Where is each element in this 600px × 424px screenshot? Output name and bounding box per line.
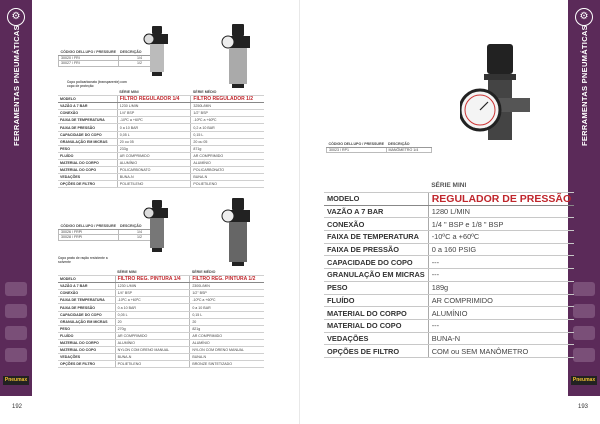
code-cell: 30028 / FRPI <box>59 235 119 241</box>
code-cell: 30023 / RP1 <box>327 147 387 153</box>
band-tab-1[interactable] <box>573 282 595 296</box>
spec-value: 3250L/MIN <box>191 103 264 110</box>
spec-value: POLIETILENO <box>117 181 191 188</box>
spec-label: FAIXA DE PRESSÃO <box>58 304 115 311</box>
serie-label: SÉRIE MINI <box>428 180 574 192</box>
spec-value: 0 a 160 PSIG <box>428 243 574 256</box>
code-cell: 30027 / FRI <box>59 61 119 67</box>
spec-label: CONEXÃO <box>58 290 115 297</box>
model-label: MODELO <box>324 192 428 205</box>
code-cell: 30026 / FRPI <box>59 229 119 235</box>
spec-label: OPÇÕES DE FILTRO <box>324 345 428 358</box>
spec-label: MATERIAL DO CORPO <box>324 307 428 320</box>
band-tab-4[interactable] <box>5 348 27 362</box>
spec-value: -10ºC a +60ºC <box>191 117 264 124</box>
description-cell: 1/2 <box>118 235 161 241</box>
spec-table <box>58 269 264 368</box>
spec-value: 0 a 10 BAR <box>117 124 191 131</box>
code-cell: 30020 / FRI <box>59 55 119 61</box>
pressure-regulator-image <box>460 40 540 150</box>
code-header: CÓDIGO DELLUPO / PRESSURE <box>60 50 117 55</box>
brand-logo: Pneumax <box>572 377 596 383</box>
spec-value: -10ºC a +60ºC <box>190 297 264 304</box>
spec-value: ALUMÍNIO <box>115 339 190 346</box>
spec-label: VEDAÇÕES <box>324 332 428 345</box>
spec-value: BUNA-N <box>115 354 190 361</box>
spec-value: 20 <box>115 318 190 325</box>
spec-value: AR COMPRIMIDO <box>191 152 264 159</box>
band-title: FERRAMENTAS PNEUMÁTICAS <box>580 25 589 146</box>
spec-label: FLUÍDO <box>58 152 117 159</box>
gear-icon: ⚙ <box>7 8 25 26</box>
spec-label: MATERIAL DO COPO <box>324 319 428 332</box>
spec-label: OPÇÕES DE FILTRO <box>58 361 115 368</box>
spec-value: 1/2" BSP <box>190 290 264 297</box>
band-tab-3[interactable] <box>573 326 595 340</box>
spec-value: --- <box>428 319 574 332</box>
serie-label: SÉRIE MÉDIO <box>190 269 264 276</box>
spec-value: 1/4 " BSP e 1/8 " BSP <box>428 218 574 231</box>
spec-label: FAIXA DE TEMPERATURA <box>324 231 428 244</box>
spec-value: POLICARBONATO <box>191 167 264 174</box>
band-tab-2[interactable] <box>5 304 27 318</box>
model-name: FILTRO REG. PINTURA 1/4 <box>115 276 190 283</box>
spec-value: 1/2" BSP <box>191 110 264 117</box>
model-name: FILTRO REGULADOR 1/4 <box>117 96 191 103</box>
spec-value: AR COMPRIMIDO <box>117 152 191 159</box>
code-header: CÓDIGO DELLUPO / PRESSURE <box>60 224 117 229</box>
spec-value: 1/4" BSP <box>115 290 190 297</box>
paint-filter-regulator-image <box>140 196 260 268</box>
spec-value: 0,05 L <box>117 131 191 138</box>
spec-label: PESO <box>58 325 115 332</box>
spec-table <box>324 180 574 358</box>
serie-label: SÉRIE MINI <box>115 269 190 276</box>
spec-label: FAIXA DE TEMPERATURA <box>58 117 117 124</box>
spec-label: FAIXA DE TEMPERATURA <box>58 297 115 304</box>
spec-label: GRANULAÇÃO EM MICRAS <box>58 138 117 145</box>
serie-label: SÉRIE MÉDIO <box>191 89 264 96</box>
spec-label: MATERIAL DO CORPO <box>58 339 115 346</box>
spec-value: ALUMÍNIO <box>190 339 264 346</box>
spec-value: NYLON COM DRENO MANUAL <box>190 347 264 354</box>
band-tab-2[interactable] <box>573 304 595 318</box>
spec-value: 821g <box>190 325 264 332</box>
spec-value: 0,15 L <box>191 131 264 138</box>
description-header: DESCRIÇÃO <box>118 224 161 229</box>
right-page <box>300 0 600 424</box>
spec-value: BUNA-N <box>191 174 264 181</box>
spec-value: 2300L/MIN <box>190 283 264 290</box>
spec-value: 1230 L/MIN <box>115 283 190 290</box>
model-label: MODELO <box>58 96 117 103</box>
description-header: DESCRIÇÃO <box>386 142 431 147</box>
spec-value: 20 ou 05 <box>191 138 264 145</box>
spec-value: BRONZE SINTETIZADO <box>190 361 264 368</box>
model-name: FILTRO REGULADOR 1/2 <box>191 96 264 103</box>
page-number: 193 <box>578 404 589 410</box>
spec-value: 189g <box>428 281 574 294</box>
spec-label: CAPACIDADE DO COPO <box>58 311 115 318</box>
spec-value: 0,15 L <box>190 311 264 318</box>
spec-value: BUNA-N <box>428 332 574 345</box>
spec-value: ALUMÍNIO <box>428 307 574 320</box>
description-cell: MANÔMETRO 1/4 <box>386 147 431 153</box>
spec-label: GRANULAÇÃO EM MICRAS <box>324 269 428 282</box>
spec-label: MATERIAL DO COPO <box>58 347 115 354</box>
spec-label: FLUÍDO <box>324 294 428 307</box>
spec-value: BUNA-N <box>117 174 191 181</box>
code-header: CÓDIGO DELLUPO / PRESSURE <box>328 142 385 147</box>
model-name: FILTRO REG. PINTURA 1/2 <box>190 276 264 283</box>
spec-label: CAPACIDADE DO COPO <box>324 256 428 269</box>
spec-label: FLUÍDO <box>58 332 115 339</box>
spec-value: --- <box>428 256 574 269</box>
spec-value: --- <box>428 269 574 282</box>
spec-value: POLIETILENO <box>191 181 264 188</box>
side-band <box>0 0 32 396</box>
spec-value: AR COMPRIMIDO <box>190 332 264 339</box>
spec-value: 1230 L/MIN <box>117 103 191 110</box>
spec-value: COM ou SEM MANÔMETRO <box>428 345 574 358</box>
description-cell: 1/4 <box>118 229 161 235</box>
spec-value: 270g <box>115 325 190 332</box>
spec-label: FAIXA DE PRESSÃO <box>324 243 428 256</box>
spec-value: -10ºC a +60ºC <box>428 231 574 244</box>
spec-value: ALUMÍNIO <box>117 159 191 166</box>
spec-table <box>58 89 264 188</box>
spec-value: -10ºC a +60ºC <box>117 117 191 124</box>
spec-value: 0,2 a 10 BAR <box>191 124 264 131</box>
spec-label: MATERIAL DO COPO <box>58 167 117 174</box>
serie-label: SÉRIE MINI <box>117 89 191 96</box>
filter-regulator-image <box>140 22 260 90</box>
gear-icon: ⚙ <box>575 8 593 26</box>
spec-value: AR COMPRIMIDO <box>428 294 574 307</box>
spec-value: 1/4" BSP <box>117 110 191 117</box>
spec-value: 0 a 10 BAR <box>190 304 264 311</box>
spec-label: OPÇÕES DE FILTRO <box>58 181 117 188</box>
spec-value: ALUMÍNIO <box>191 159 264 166</box>
code-table <box>326 142 432 153</box>
spec-label: CAPACIDADE DO COPO <box>58 131 117 138</box>
spec-value: 0 a 10 BAR <box>115 304 190 311</box>
spec-value: POLIETILENO <box>115 361 190 368</box>
spec-value: -10ºC a +60ºC <box>115 297 190 304</box>
product-note: Copo policarbonato (transparente) com copo de proteção <box>67 80 127 88</box>
spec-label: VEDAÇÕES <box>58 174 117 181</box>
spec-label: VEDAÇÕES <box>58 354 115 361</box>
description-cell: 1/2 <box>118 61 161 67</box>
spec-value: AR COMPRIMIDO <box>115 332 190 339</box>
band-tab-4[interactable] <box>573 348 595 362</box>
spec-value: POLICARBONATO <box>117 167 191 174</box>
spec-label: CONEXÃO <box>324 218 428 231</box>
spec-value: 0,05 L <box>115 311 190 318</box>
band-tab-1[interactable] <box>5 282 27 296</box>
spec-value: NYLON COM DRENO MANUAL <box>115 347 190 354</box>
spec-value: 20 ou 05 <box>117 138 191 145</box>
spec-label: VAZÃO A 7 BAR <box>58 103 117 110</box>
spec-value: 1280 L/MIN <box>428 205 574 218</box>
spec-label: PESO <box>58 145 117 152</box>
spec-label: FAIXA DE PRESSÃO <box>58 124 117 131</box>
model-name: REGULADOR DE PRESSÃO <box>428 192 574 205</box>
spec-value: BUNA-N <box>190 354 264 361</box>
band-title: FERRAMENTAS PNEUMÁTICAS <box>12 25 21 146</box>
spec-value: 20 <box>190 318 264 325</box>
spec-label: GRANULAÇÃO EM MICRAS <box>58 318 115 325</box>
description-header: DESCRIÇÃO <box>118 50 161 55</box>
product-note: Copo prato de ração resistente a solvente <box>58 256 108 264</box>
spec-value: 871g <box>191 145 264 152</box>
band-tab-3[interactable] <box>5 326 27 340</box>
spec-label: VAZÃO A 7 BAR <box>58 283 115 290</box>
spec-label: MATERIAL DO CORPO <box>58 159 117 166</box>
spec-label: CONEXÃO <box>58 110 117 117</box>
spec-value: 233g <box>117 145 191 152</box>
spec-label: VAZÃO A 7 BAR <box>324 205 428 218</box>
page-number: 192 <box>12 404 23 410</box>
spec-label: PESO <box>324 281 428 294</box>
brand-logo: Pneumax <box>4 377 28 383</box>
description-cell: 1/4 <box>118 55 161 61</box>
model-label: MODELO <box>58 276 115 283</box>
